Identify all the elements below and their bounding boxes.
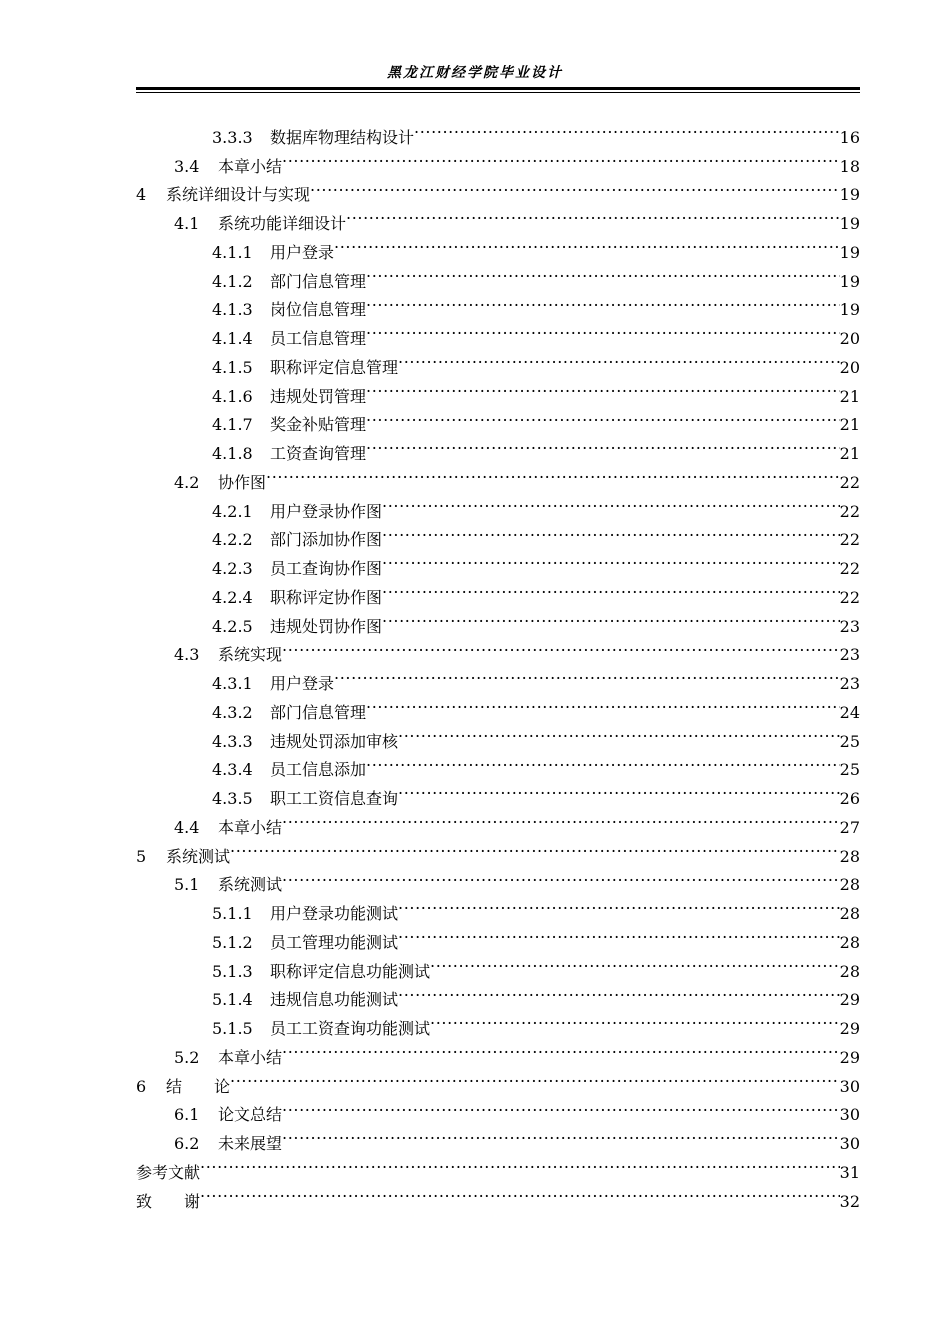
toc-entry-title: 本章小结 bbox=[218, 156, 283, 176]
toc-entry-page-number: 32 bbox=[839, 1191, 860, 1211]
toc-entry-number: 4.2.1 bbox=[212, 501, 253, 521]
header-rule-thick bbox=[136, 87, 860, 90]
toc-entry-title: 协作图 bbox=[218, 472, 267, 492]
toc-entry-page-number: 22 bbox=[839, 501, 860, 521]
toc-dot-leader bbox=[282, 143, 840, 172]
toc-entry-page-number: 22 bbox=[839, 472, 860, 492]
toc-entry-number: 4.1.4 bbox=[212, 329, 253, 348]
toc-entry-page-number: 20 bbox=[839, 357, 860, 377]
toc-dot-leader bbox=[266, 459, 840, 488]
toc-entry-page-number: 20 bbox=[839, 329, 860, 348]
toc-entry-title: 员工工资查询功能测试 bbox=[270, 1019, 431, 1038]
table-of-contents bbox=[136, 114, 860, 1211]
toc-entry-number: 3.4 bbox=[174, 156, 200, 176]
toc-entry[interactable] bbox=[136, 1092, 860, 1125]
toc-entry-page-number: 28 bbox=[839, 961, 860, 981]
toc-dot-leader bbox=[346, 200, 840, 229]
header-rule-thin bbox=[136, 92, 860, 93]
toc-entry-title: 员工查询协作图 bbox=[270, 559, 383, 578]
toc-entry[interactable] bbox=[136, 114, 860, 147]
toc-dot-leader bbox=[382, 545, 840, 574]
toc-entry-page-number: 28 bbox=[839, 904, 860, 923]
toc-dot-leader bbox=[430, 948, 840, 977]
toc-entry-number: 5.1.2 bbox=[212, 932, 253, 952]
toc-entry-title: 论文总结 bbox=[218, 1105, 283, 1125]
toc-entry-title: 员工信息添加 bbox=[270, 760, 367, 780]
toc-dot-leader bbox=[282, 1034, 840, 1063]
toc-entry-title: 结 论 bbox=[166, 1076, 231, 1096]
toc-entry-title: 参考文献 bbox=[136, 1162, 201, 1182]
toc-dot-leader bbox=[398, 344, 840, 373]
toc-entry-page-number: 22 bbox=[839, 530, 860, 550]
toc-entry-page-number: 31 bbox=[839, 1162, 860, 1182]
toc-entry-page-number: 19 bbox=[839, 300, 860, 320]
toc-entry-number: 4.1.1 bbox=[212, 242, 253, 262]
toc-entry-page-number: 21 bbox=[839, 444, 860, 463]
toc-dot-leader bbox=[366, 430, 840, 459]
toc-entry-title: 违规处罚添加审核 bbox=[270, 731, 399, 751]
toc-dot-leader bbox=[230, 1063, 840, 1092]
toc-entry-page-number: 18 bbox=[839, 156, 860, 176]
toc-entry-number: 4.3.1 bbox=[212, 674, 253, 693]
toc-entry-title: 用户登录 bbox=[270, 242, 335, 262]
toc-dot-leader bbox=[414, 114, 840, 143]
toc-entry-number: 5 bbox=[136, 846, 147, 866]
toc-entry-page-number: 25 bbox=[839, 731, 860, 751]
toc-entry-title: 违规信息功能测试 bbox=[270, 990, 399, 1010]
toc-entry-number: 4.3 bbox=[174, 645, 200, 665]
toc-entry-number: 4.3.5 bbox=[212, 789, 253, 808]
toc-dot-leader bbox=[310, 172, 840, 201]
toc-entry-page-number: 28 bbox=[839, 846, 860, 866]
toc-dot-leader bbox=[282, 1120, 840, 1149]
toc-entry-number: 4.1.8 bbox=[212, 444, 253, 463]
toc-entry-number: 5.1 bbox=[174, 875, 200, 895]
toc-dot-leader bbox=[382, 488, 840, 517]
toc-entry-number: 4.2.4 bbox=[212, 587, 253, 607]
toc-entry[interactable] bbox=[136, 833, 860, 866]
toc-dot-leader bbox=[382, 574, 840, 603]
toc-dot-leader bbox=[430, 1005, 840, 1034]
toc-entry-title: 职工工资信息查询 bbox=[270, 789, 399, 808]
toc-entry-title: 员工信息管理 bbox=[270, 329, 367, 348]
toc-entry-title: 员工管理功能测试 bbox=[270, 932, 399, 952]
toc-entry-number: 5.1.4 bbox=[212, 990, 253, 1010]
toc-dot-leader bbox=[366, 402, 840, 431]
toc-dot-leader bbox=[366, 258, 840, 287]
toc-entry-page-number: 19 bbox=[839, 242, 860, 262]
toc-entry-number: 6.1 bbox=[174, 1105, 200, 1125]
toc-entry-title: 部门信息管理 bbox=[270, 271, 367, 291]
toc-entry-page-number: 22 bbox=[839, 559, 860, 578]
toc-entry-page-number: 27 bbox=[839, 817, 860, 837]
document-header-title: 黑龙江财经学院毕业设计 bbox=[387, 65, 563, 81]
toc-dot-leader bbox=[334, 660, 840, 689]
toc-entry-title: 职称评定协作图 bbox=[270, 587, 383, 607]
toc-entry-page-number: 19 bbox=[839, 214, 860, 233]
toc-entry-title: 本章小结 bbox=[218, 817, 283, 837]
toc-entry-title: 奖金补贴管理 bbox=[270, 415, 367, 435]
toc-entry-page-number: 22 bbox=[839, 587, 860, 607]
toc-dot-leader bbox=[282, 1092, 840, 1121]
toc-entry-title: 工资查询管理 bbox=[270, 444, 367, 463]
toc-dot-leader bbox=[282, 862, 840, 891]
toc-dot-leader bbox=[398, 977, 840, 1006]
toc-dot-leader bbox=[366, 373, 840, 402]
toc-dot-leader bbox=[398, 718, 840, 747]
toc-entry-page-number: 30 bbox=[839, 1105, 860, 1125]
toc-dot-leader bbox=[398, 890, 840, 919]
toc-entry-number: 4.1.3 bbox=[212, 300, 253, 320]
toc-entry[interactable] bbox=[136, 1063, 860, 1096]
toc-entry-page-number: 21 bbox=[839, 386, 860, 406]
toc-entry-page-number: 30 bbox=[839, 1076, 860, 1096]
toc-dot-leader bbox=[382, 517, 840, 546]
toc-entry-number: 4.3.3 bbox=[212, 731, 253, 751]
toc-entry-number: 3.3.3 bbox=[212, 127, 253, 147]
toc-entry-title: 用户登录协作图 bbox=[270, 501, 383, 521]
toc-entry-title: 致 谢 bbox=[136, 1191, 201, 1211]
toc-dot-leader bbox=[398, 775, 840, 804]
toc-entry-number: 5.2 bbox=[174, 1047, 200, 1067]
toc-dot-leader bbox=[200, 1149, 840, 1178]
toc-entry-title: 用户登录功能测试 bbox=[270, 904, 399, 923]
toc-entry-number: 5.1.1 bbox=[212, 904, 253, 923]
toc-entry-title: 部门添加协作图 bbox=[270, 530, 383, 550]
toc-entry-title: 未来展望 bbox=[218, 1134, 283, 1153]
toc-entry-page-number: 29 bbox=[839, 990, 860, 1010]
toc-entry-page-number: 23 bbox=[839, 645, 860, 665]
toc-entry-number: 5.1.5 bbox=[212, 1019, 253, 1038]
toc-dot-leader bbox=[282, 632, 840, 661]
toc-entry-page-number: 23 bbox=[839, 674, 860, 693]
toc-entry-number: 4.1.2 bbox=[212, 271, 253, 291]
toc-entry-number: 4.2 bbox=[174, 472, 200, 492]
toc-entry-title: 职称评定信息管理 bbox=[270, 357, 399, 377]
toc-entry-title: 违规处罚管理 bbox=[270, 386, 367, 406]
toc-entry-number: 6.2 bbox=[174, 1134, 200, 1153]
toc-entry-title: 本章小结 bbox=[218, 1047, 283, 1067]
toc-entry[interactable] bbox=[136, 1149, 860, 1182]
toc-entry-page-number: 19 bbox=[839, 185, 860, 205]
toc-entry-page-number: 30 bbox=[839, 1134, 860, 1153]
toc-dot-leader bbox=[366, 689, 840, 718]
toc-entry-title: 岗位信息管理 bbox=[270, 300, 367, 320]
toc-entry-number: 4.1.6 bbox=[212, 386, 253, 406]
toc-entry-page-number: 28 bbox=[839, 875, 860, 895]
toc-entry-page-number: 28 bbox=[839, 932, 860, 952]
toc-entry-number: 4.2.2 bbox=[212, 530, 253, 550]
toc-dot-leader bbox=[200, 1178, 840, 1207]
toc-entry[interactable] bbox=[136, 1178, 860, 1211]
toc-entry-title: 违规处罚协作图 bbox=[270, 616, 383, 636]
toc-entry-page-number: 24 bbox=[839, 702, 860, 722]
toc-entry-title: 职称评定信息功能测试 bbox=[270, 961, 431, 981]
toc-entry-title: 用户登录 bbox=[270, 674, 335, 693]
toc-dot-leader bbox=[230, 833, 840, 862]
toc-entry-number: 6 bbox=[136, 1076, 147, 1096]
toc-entry-number: 4.1.5 bbox=[212, 357, 253, 377]
toc-entry-number: 4.1 bbox=[174, 214, 200, 233]
toc-entry-title: 数据库物理结构设计 bbox=[270, 127, 415, 147]
toc-entry-page-number: 21 bbox=[839, 415, 860, 435]
toc-dot-leader bbox=[334, 229, 840, 258]
toc-entry-number: 4.2.3 bbox=[212, 559, 253, 578]
toc-entry-page-number: 23 bbox=[839, 616, 860, 636]
toc-entry-page-number: 16 bbox=[839, 127, 860, 147]
toc-entry-number: 4.1.7 bbox=[212, 415, 253, 435]
toc-entry-number: 4.3.2 bbox=[212, 702, 253, 722]
toc-dot-leader bbox=[398, 919, 840, 948]
toc-entry-number: 4.4 bbox=[174, 817, 200, 837]
toc-dot-leader bbox=[382, 603, 840, 632]
toc-entry-number: 5.1.3 bbox=[212, 961, 253, 981]
toc-entry-page-number: 29 bbox=[839, 1047, 860, 1067]
toc-entry-title: 部门信息管理 bbox=[270, 702, 367, 722]
toc-entry[interactable] bbox=[136, 862, 860, 895]
toc-entry-page-number: 19 bbox=[839, 271, 860, 291]
toc-entry-title: 系统测试 bbox=[166, 846, 231, 866]
toc-entry-number: 4.3.4 bbox=[212, 760, 253, 780]
toc-entry-title: 系统测试 bbox=[218, 875, 283, 895]
toc-entry-number: 4.2.5 bbox=[212, 616, 253, 636]
toc-entry-title: 系统功能详细设计 bbox=[218, 214, 347, 233]
toc-dot-leader bbox=[366, 315, 840, 344]
toc-entry-page-number: 29 bbox=[839, 1019, 860, 1038]
toc-entry-number: 4 bbox=[136, 185, 147, 205]
toc-entry-page-number: 25 bbox=[839, 760, 860, 780]
toc-dot-leader bbox=[282, 804, 840, 833]
toc-dot-leader bbox=[366, 287, 840, 316]
toc-entry-title: 系统实现 bbox=[218, 645, 283, 665]
toc-dot-leader bbox=[366, 747, 840, 776]
toc-entry-title: 系统详细设计与实现 bbox=[166, 185, 311, 205]
toc-entry-page-number: 26 bbox=[839, 789, 860, 808]
